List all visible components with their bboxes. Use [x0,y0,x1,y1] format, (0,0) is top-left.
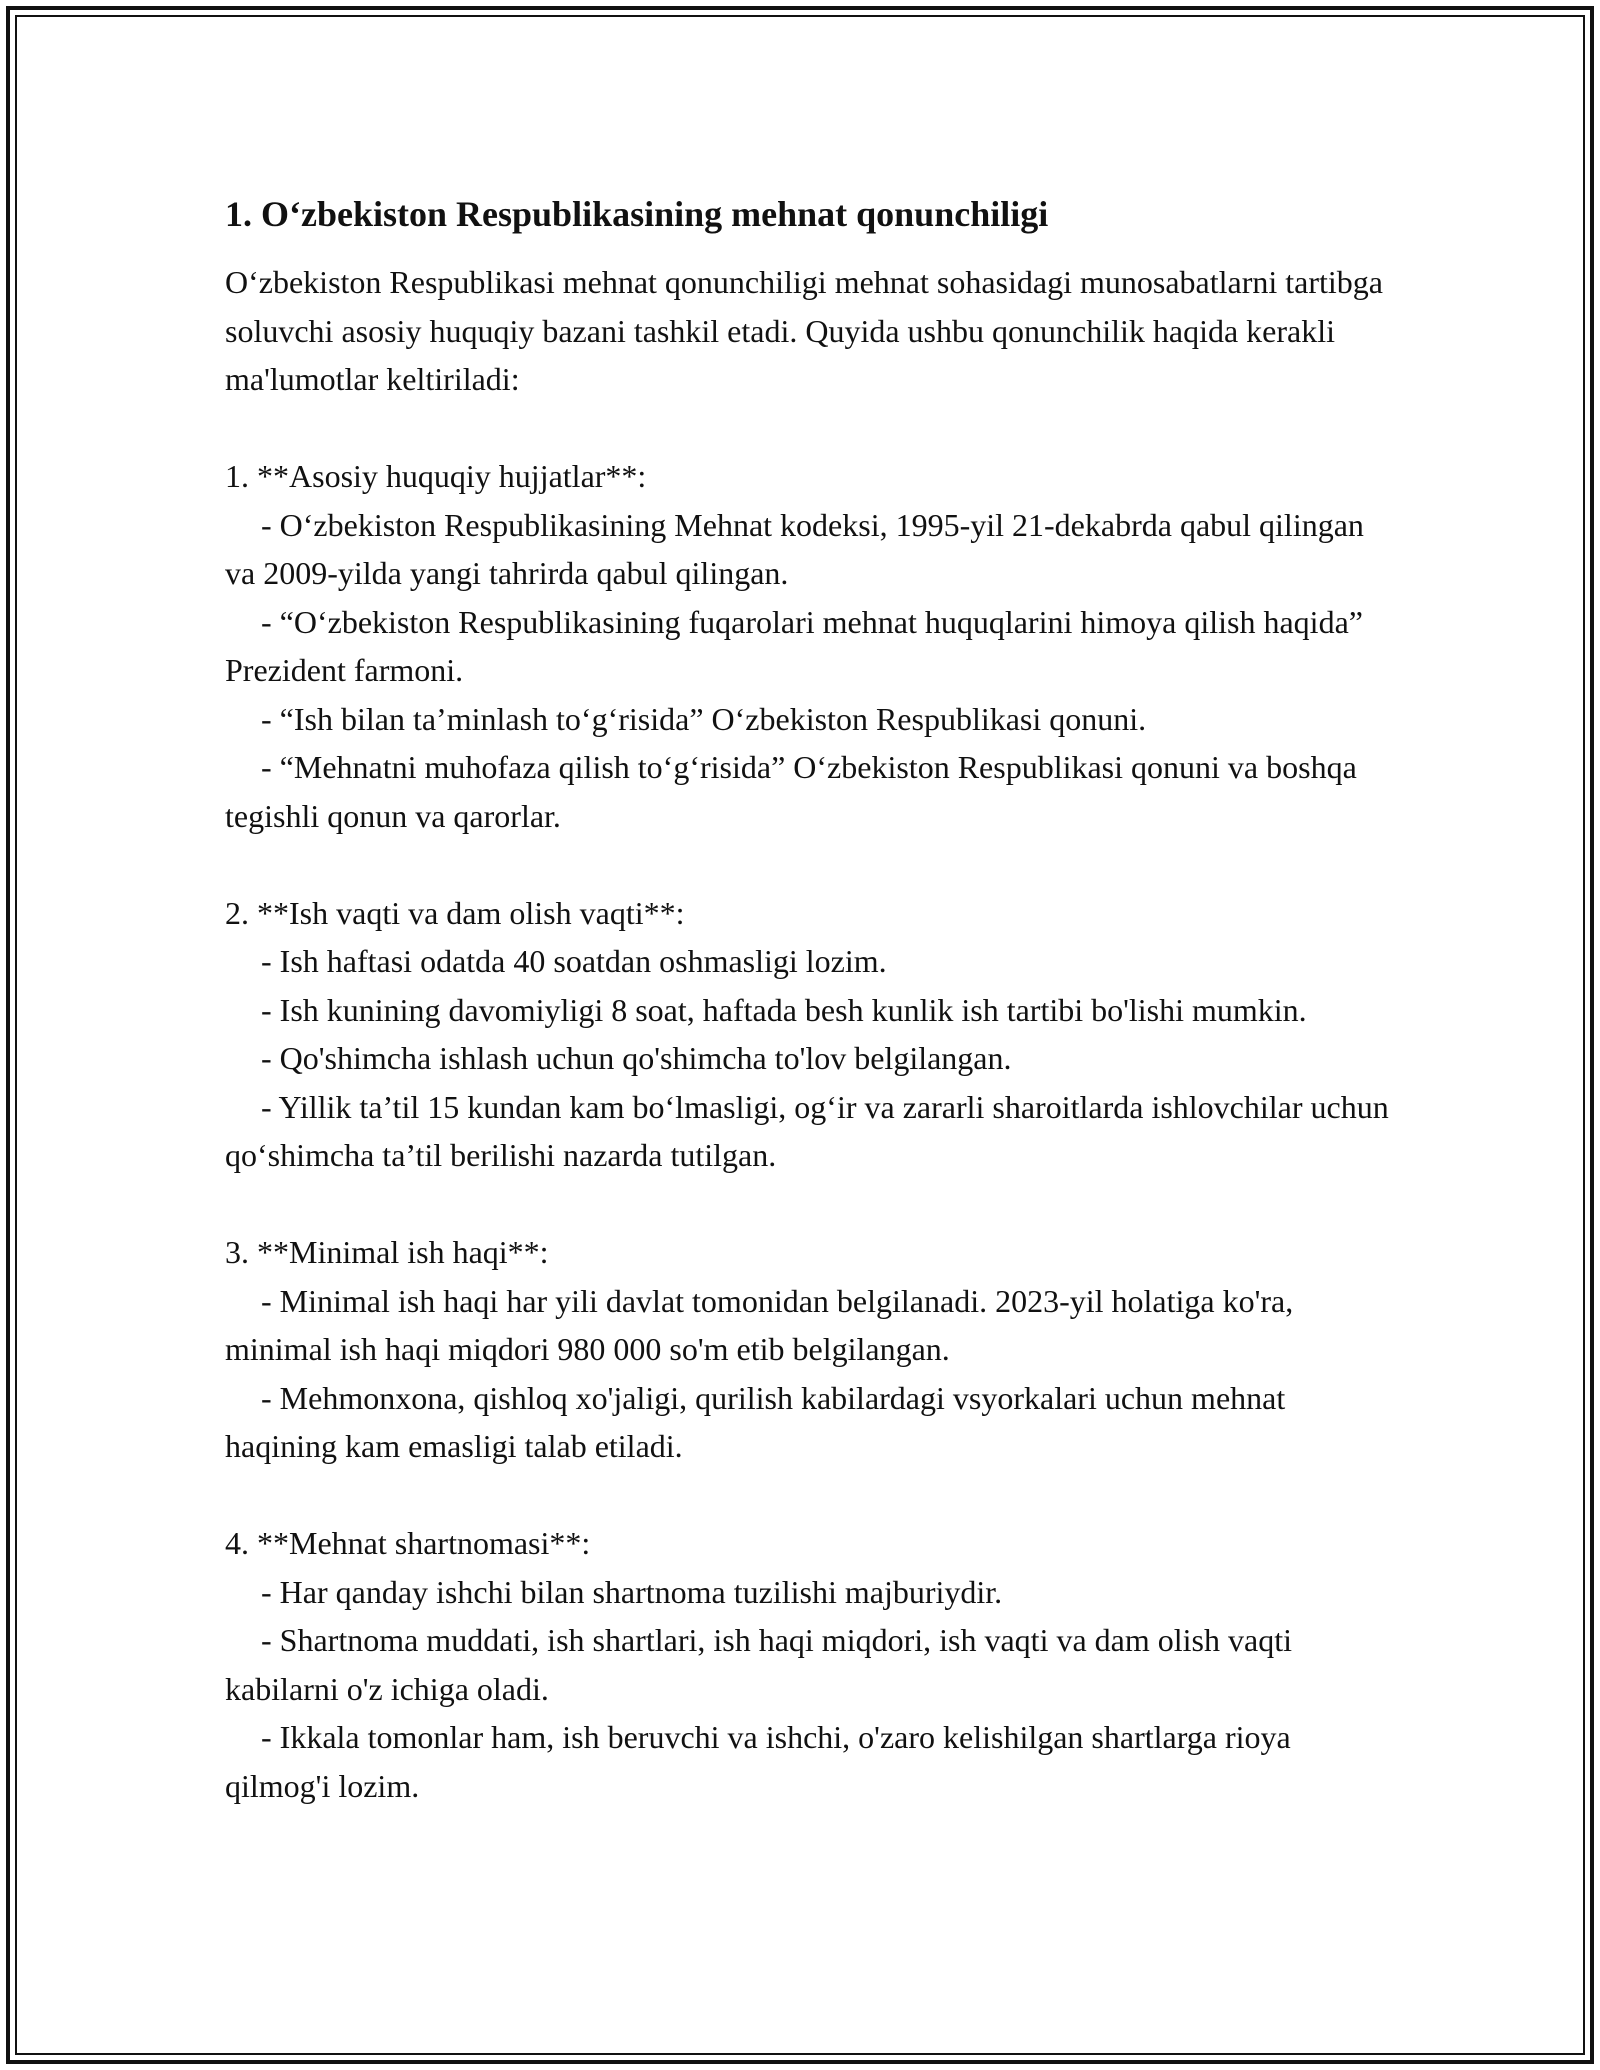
list-item: - Shartnoma muddati, ish shartlari, ish haqi miqdori, ish vaqti va dam olish vaqti kabilarni o'z ichiga oladi. [225,1622,1292,1707]
list-item: - “Ish bilan ta’minlash to‘g‘risida” O‘zbekiston Respublikasi qonuni. [261,700,1147,737]
list-item: - Minimal ish haqi har yili davlat tomonidan belgilanadi. 2023-yil holatiga ko'ra, minimal ish haqi miqdori 980 000 so'm etib belgilangan. [225,1282,1294,1367]
section-heading: 4. **Mehnat shartnomasi**: [225,1525,591,1561]
list-item: - “Mehnatni muhofaza qilish to‘g‘risida” O‘zbekiston Respublikasi qonuni va boshqa tegishli qonun va qarorlar. [225,749,1357,834]
list-item: - Ish haftasi odatda 40 soatdan oshmasligi lozim. [261,943,887,979]
section-work-time [225,889,1395,1180]
list-item: - Qo'shimcha ishlash uchun qo'shimcha to'lov belgilangan. [261,1040,1012,1076]
list-item: - Ikkala tomonlar ham, ish beruvchi va ishchi, o'zaro kelishilgan shartlarga rioya qilmog'i lozim. [225,1719,1291,1804]
document-body [225,190,1395,1810]
section-heading: 3. **Minimal ish haqi**: [225,1234,549,1270]
list-item: - Yillik ta’til 15 kundan kam bo‘lmasligi, og‘ir va zararli sharoitlarda ishlovchilar uchun qo‘shimcha ta’til berilishi nazarda tutilgan. [225,1088,1389,1173]
list-item: - Ish kunining davomiyligi 8 soat, haftada besh kunlik ish tartibi bo'lishi mumkin. [261,991,1307,1028]
section-heading: 1. **Asosiy huquqiy hujjatlar**: [225,458,647,494]
document-title: 1. O‘zbekiston Respublikasining mehnat qonunchiligi [225,194,1049,234]
intro-paragraph: O‘zbekiston Respublikasi mehnat qonunchiligi mehnat sohasidagi munosabatlarni tartibga soluvchi asosiy huquqiy bazani tashkil etadi. Quyida ushbu qonunchilik haqida kerakli ma'lumotlar keltiriladi: [225,264,1383,397]
list-item: - “O‘zbekiston Respublikasining fuqarolari mehnat huquqlarini himoya qilish haqida” Prezident farmoni. [225,603,1363,688]
list-item: - Mehmonxona, qishloq xo'jaligi, qurilish kabilardagi vsyorkalari uchun mehnat haqining kam emasligi talab etiladi. [225,1379,1286,1464]
section-employment-contract [225,1519,1395,1810]
list-item: - Har qanday ishchi bilan shartnoma tuzilishi majburiydir. [261,1573,1003,1610]
section-legal-documents [225,452,1395,840]
list-item: - O‘zbekiston Respublikasining Mehnat kodeksi, 1995-yil 21-dekabrda qabul qilingan va 2009-yilda yangi tahrirda qabul qilingan. [225,506,1364,591]
section-minimum-wage [225,1228,1395,1471]
section-heading: 2. **Ish vaqti va dam olish vaqti**: [225,894,685,931]
